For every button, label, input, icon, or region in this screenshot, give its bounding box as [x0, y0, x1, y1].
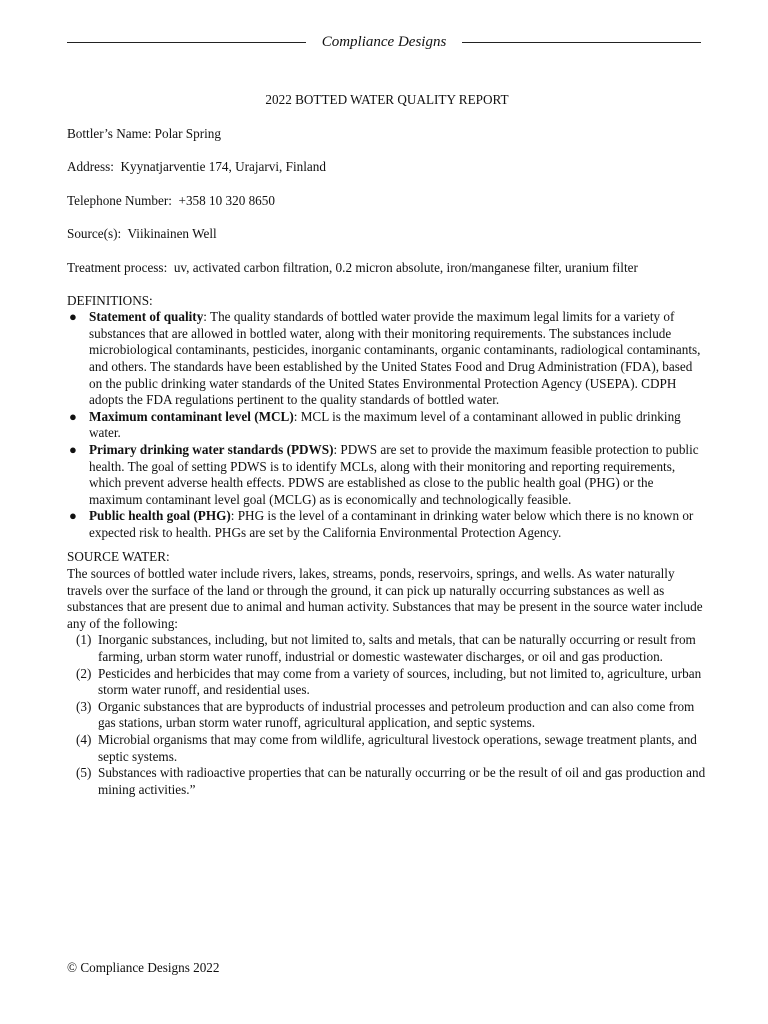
source-item: [67, 699, 707, 732]
definition-text: : The quality standards of bottled water provide the maximum legal limits for a variety of substances that are allowed in bottled water, along with their monitoring requirements. The substances include microbiological contaminants, pesticides, inorganic contaminants, organic contaminants, radiological contaminants, and others. The standards have been established by the United States Food and Drug Administration (FDA), based on the public drinking water standards of the United States Environmental Protection Agency (USEPA). CDPH adopts the FDA regulations pertinent to the quality standards of bottled water.: [89, 309, 701, 408]
source-item-number: (1): [76, 632, 92, 648]
field-address: [67, 159, 707, 176]
field-value: Viikinainen Well: [121, 226, 217, 242]
page-header: [67, 32, 701, 52]
source-item-text: Substances with radioactive properties that can be naturally occurring or be the result of oil and gas production and mining activities.”: [98, 765, 706, 797]
definition-item: [67, 409, 707, 442]
field-label: Telephone Number:: [67, 192, 172, 208]
source-water-intro: The sources of bottled water include rivers, lakes, streams, ponds, reservoirs, springs, and wells. As water naturally travels over the surface of the land or through the ground, it can pick up naturally occurring substances as well as substances that are present due to animal and human activity. Substances that may be present in the source water include any of the following:: [67, 566, 703, 631]
definition-text: : MCL is the maximum level of a contaminant allowed in public drinking water.: [89, 408, 681, 441]
header-rule-right: [462, 42, 701, 43]
field-value: Polar Spring: [151, 125, 221, 141]
definition-term: Statement of quality: [89, 309, 204, 325]
field-sources: [67, 226, 707, 243]
header-rule-left: [67, 42, 306, 43]
bullet-icon: ●: [69, 441, 77, 457]
field-telephone: [67, 193, 707, 210]
field-label: Source(s):: [67, 226, 122, 242]
source-item-text: Pesticides and herbicides that may come from a variety of sources, including, but not limited to, agriculture, urban storm water runoff, and residential uses.: [98, 665, 702, 698]
source-item: [67, 632, 707, 665]
source-item-text: Organic substances that are byproducts of industrial processes and petroleum production and can also come from gas stations, urban storm water runoff, agricultural application, and septic systems.: [98, 698, 695, 731]
field-treatment: [67, 260, 707, 277]
source-item-number: (2): [76, 665, 92, 681]
bullet-icon: ●: [69, 309, 77, 325]
source-item-number: (5): [76, 765, 92, 781]
field-value: Kyynatjarventie 174, Urajarvi, Finland: [113, 159, 326, 175]
definition-item: [67, 442, 707, 508]
definition-item: [67, 309, 707, 409]
source-item: [67, 666, 707, 699]
source-item: [67, 765, 707, 798]
header-brand: Compliance Designs: [321, 33, 447, 50]
definition-text: : PHG is the level of a contaminant in drinking water below which there is no known or expected risk to health. PHGs are set by the California Environmental Protection Agency.: [89, 508, 694, 540]
report-body: [67, 92, 707, 798]
definitions-list: [67, 309, 707, 541]
field-label: Address:: [67, 159, 114, 175]
source-item-number: (4): [76, 732, 92, 747]
source-item-text: Inorganic substances, including, but not limited to, salts and metals, that can be naturally occurring or result from farming, urban storm water runoff, industrial or domestic wastewater discharges, or oil and gas production.: [98, 632, 696, 665]
definition-term: Public health goal (PHG): [89, 508, 231, 524]
source-item-number: (3): [76, 698, 92, 714]
field-value: +358 10 320 8650: [171, 192, 275, 208]
source-list: [67, 632, 707, 798]
definition-term: Primary drinking water standards (PDWS): [89, 441, 334, 457]
field-label: Bottler’s Name:: [67, 125, 152, 141]
report-title: 2022 BOTTED WATER QUALITY REPORT: [265, 92, 509, 107]
page-footer: © Compliance Designs 2022: [67, 960, 220, 975]
definitions-heading: DEFINITIONS:: [67, 292, 153, 308]
field-bottler-name: [67, 126, 707, 143]
definition-item: [67, 508, 707, 541]
source-water-heading: SOURCE WATER:: [67, 549, 170, 565]
definition-text: : PDWS are set to provide the maximum feasible protection to public health. The goal of setting PDWS is to identify MCLs, along with their monitoring and reporting requirements, which prevent adverse health effects. PDWS are established as close to the public health goal (PHG) or the maximum contaminant level goal (MCLG) as is economically and technologically feasible.: [89, 441, 699, 507]
source-item-text: Microbial organisms that may come from wildlife, agricultural livestock operations, sewage treatment plants, and septic systems.: [98, 732, 697, 764]
definition-term: Maximum contaminant level (MCL): [89, 408, 294, 424]
source-item: [67, 732, 707, 765]
field-value: uv, activated carbon filtration, 0.2 micron absolute, iron/manganese filter, uranium filter: [167, 259, 638, 275]
bullet-icon: ●: [69, 408, 77, 424]
bullet-icon: ●: [69, 508, 77, 524]
field-label: Treatment process:: [67, 259, 168, 275]
